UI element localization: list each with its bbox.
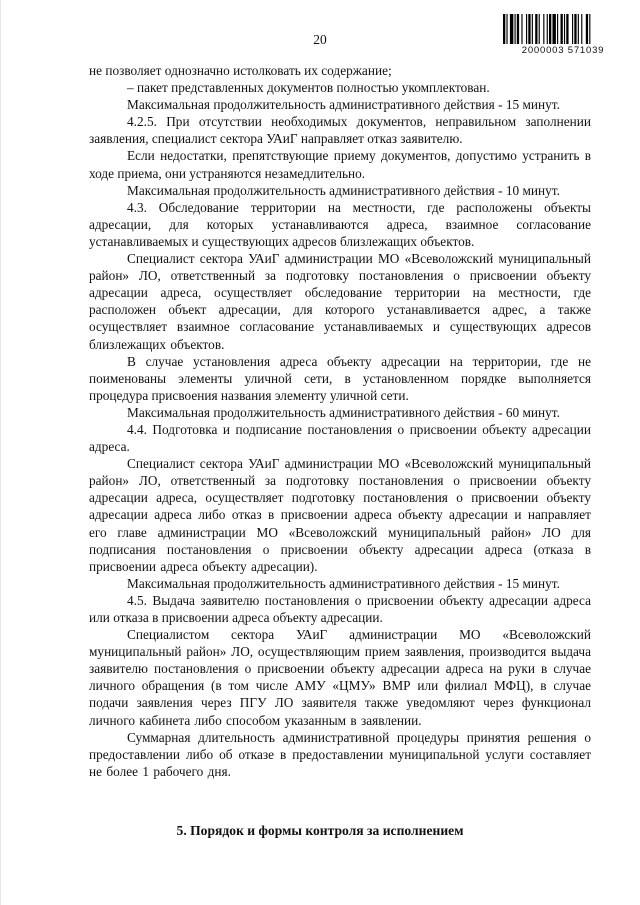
paragraph-deficiencies: Если недостатки, препятствующие приему документов, допустимо устранить в ходе приема, они устраняются незамедлительно. <box>89 148 591 181</box>
paragraph-street-naming: В случае установления адреса объекту адресации на территории, где не поименованы элементы уличной сети, в установленном порядке выполняется процедура присвоения названия элементу уличной сети. <box>89 353 591 403</box>
paragraph-4-5: 4.5. Выдача заявителю постановления о присвоении объекту адресации адреса или отказа в присвоении адреса объекту адресации. <box>89 592 591 625</box>
paragraph-max-duration: Максимальная продолжительность административного действия - 60 минут. <box>127 404 560 420</box>
paragraph-4-4: 4.4. Подготовка и подписание постановления о присвоении объекту адресации адреса. <box>89 421 591 455</box>
paragraph-list-item: – пакет представленных документов полностью укомплектован. <box>127 80 490 96</box>
barcode-bars <box>503 14 623 44</box>
paragraph-4-3: 4.3. Обследование территории на местности, где расположены объекты адресации, для которых устанавливаются адреса, взаимное согласование устанавливаемых и существующих адресов близлежащих объектов. <box>89 199 591 249</box>
scan-edge <box>0 0 1 905</box>
paragraph-4-2-5: 4.2.5. При отсутствии необходимых документов, неправильном заполнении заявления, специалист сектора УАиГ направляет отказ заявителю. <box>89 114 591 147</box>
paragraph-specialist-survey: Специалист сектора УАиГ администрации МО «Всеволожский муниципальный район» ЛО, ответственный за подготовку постановления о присвоении объекту адресации адреса, осуществляет обследование территории на местности, где расположен объект адресации, для которого устанавливается адрес, а также осуществляет взаимное согласование устанавливаемых и существующих адресов близлежащих объектов. <box>89 251 591 352</box>
paragraph-max-duration: Максимальная продолжительность административного действия - 15 минут. <box>127 575 560 591</box>
barcode-number: 2000003 571039 <box>521 45 605 56</box>
document-body <box>89 62 591 780</box>
barcode <box>503 14 623 56</box>
paragraph-max-duration: Максимальная продолжительность административного действия - 10 минут. <box>127 182 560 198</box>
paragraph-specialist-issuance: Специалистом сектора УАиГ администрации МО «Всеволожский муниципальный район» ЛО, осуществляющим прием заявления, производится выдача заявителю постановления о присвоении объекту адресации адреса на руки в случае личного обращения (в том числе АМУ «ЦМУ» ВМР или филиал МФЦ), в случае подачи заявления через ПГУ ЛО заявителя также уведомляют через функционал личного кабинета либо способом указанным в заявлении. <box>89 627 591 728</box>
paragraph-specialist-preparation: Специалист сектора УАиГ администрации МО «Всеволожский муниципальный район» ЛО, ответственный за подготовку постановления о присвоении объекту адресации адреса, осуществляет подготовку постановления о присвоении объекту адресации адреса либо отказ в присвоении адреса объекту адресации и направляет его главе администрации МО «Всеволожский муниципальный район» ЛО для подписания постановления о присвоении объекту адресации адреса (отказа в присвоении адреса объекту адресации). <box>89 456 591 574</box>
page-number: 20 <box>313 32 327 47</box>
paragraph-continuation: не позволяет однозначно истолковать их содержание; <box>89 63 392 78</box>
section-heading: 5. Порядок и формы контроля за исполнением <box>176 823 464 838</box>
paragraph-total-duration: Суммарная длительность административной процедуры принятия решения о предоставлении либо об отказе в предоставлении муниципальной услуги составляет не более 1 рабочего дня. <box>89 729 591 779</box>
paragraph-max-duration: Максимальная продолжительность административного действия - 15 минут. <box>127 97 560 113</box>
